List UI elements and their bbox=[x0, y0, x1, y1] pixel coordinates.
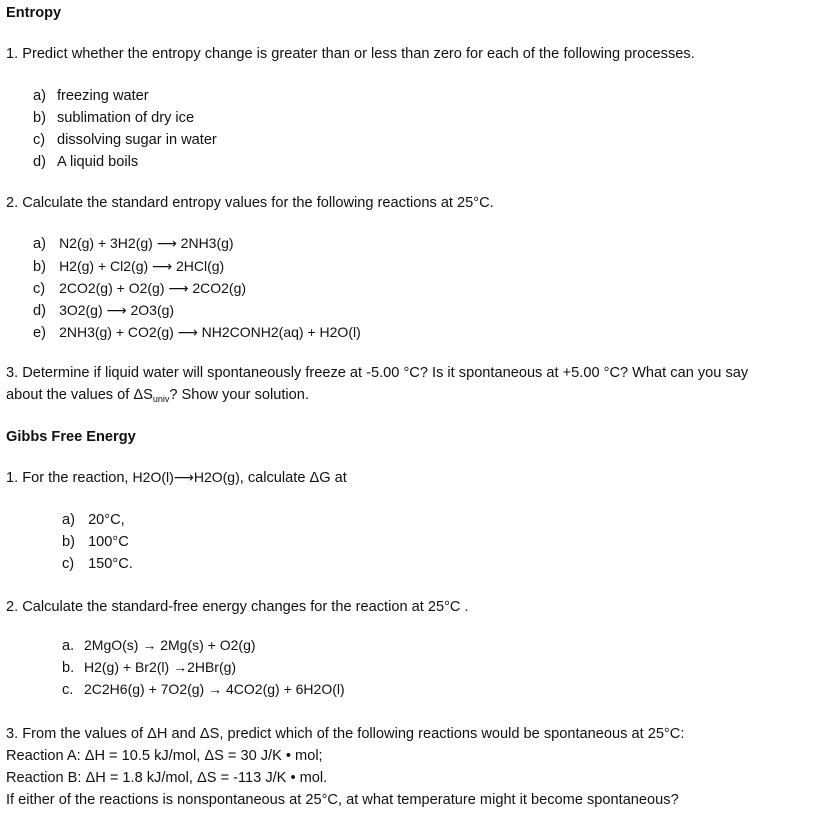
item-label: b) bbox=[62, 534, 75, 550]
item-label: d) bbox=[33, 303, 46, 319]
item-text: 150°C. bbox=[88, 556, 133, 572]
item-label: a) bbox=[62, 512, 75, 528]
list-item bbox=[62, 511, 125, 529]
q3-line2-text: about the values of ΔS bbox=[6, 387, 153, 403]
list-item bbox=[33, 87, 149, 105]
univ-subscript: univ bbox=[152, 394, 170, 404]
item-label: a. bbox=[62, 638, 75, 654]
reaction-item bbox=[33, 324, 361, 342]
reaction-equation: 2C2H6(g) + 7O2(g) → 4CO2(g) + 6H2O(l) bbox=[84, 681, 345, 697]
gibbs-q2-text: 2. Calculate the standard-free energy changes for the reaction at 25°C . bbox=[6, 599, 469, 615]
item-label: a) bbox=[33, 88, 46, 104]
list-item bbox=[33, 131, 217, 149]
item-label: c) bbox=[62, 556, 75, 572]
reaction-equation: 2NH3(g) + CO2(g) ⟶ NH2CONH2(aq) + H2O(l) bbox=[59, 324, 361, 340]
list-item bbox=[62, 533, 129, 551]
gibbs-q3-line2: Reaction A: ΔH = 10.5 kJ/mol, ΔS = 30 J/K • mol; bbox=[6, 748, 323, 764]
reaction-equation: 3O2(g) ⟶ 2O3(g) bbox=[59, 302, 175, 318]
entropy-q1-text: 1. Predict whether the entropy change is greater than or less than zero for each of the following processes. bbox=[6, 46, 695, 62]
reaction-equation: H2(g) + Cl2(g) ⟶ 2HCl(g) bbox=[59, 258, 225, 274]
entropy-heading: Entropy bbox=[6, 5, 62, 21]
item-label: b) bbox=[33, 110, 46, 126]
item-label: c) bbox=[33, 132, 46, 148]
item-label: b. bbox=[62, 660, 75, 676]
q3-line2-tail: ? Show your solution. bbox=[169, 387, 309, 403]
q1-text-end: , calculate ΔG at bbox=[239, 470, 347, 486]
item-label: c. bbox=[62, 682, 74, 698]
reaction-equation: 2MgO(s) → 2Mg(s) + O2(g) bbox=[84, 637, 256, 653]
item-text: dissolving sugar in water bbox=[57, 132, 217, 148]
reaction-item bbox=[62, 637, 256, 655]
gibbs-q1-text bbox=[6, 469, 347, 487]
reaction-equation: 2CO2(g) + O2(g) ⟶ 2CO2(g) bbox=[59, 280, 247, 296]
reaction-equation: H2O(l)⟶H2O(g) bbox=[132, 469, 240, 485]
item-label: c) bbox=[33, 281, 46, 297]
list-item bbox=[62, 555, 133, 573]
item-label: e) bbox=[33, 325, 46, 341]
item-text: freezing water bbox=[57, 88, 149, 104]
item-label: a) bbox=[33, 236, 46, 252]
entropy-q3-line1: 3. Determine if liquid water will spontaneously freeze at -5.00 °C? Is it spontaneous at +5.00 °C? What can you say bbox=[6, 365, 749, 381]
gibbs-q3-line3: Reaction B: ΔH = 1.8 kJ/mol, ΔS = -113 J/K • mol. bbox=[6, 770, 328, 786]
gibbs-q3-line4: If either of the reactions is nonspontaneous at 25°C, at what temperature might it become spontaneous? bbox=[6, 792, 679, 808]
reaction-item bbox=[33, 280, 246, 298]
item-label: b) bbox=[33, 259, 46, 275]
item-text: 20°C, bbox=[88, 512, 125, 528]
item-text: A liquid boils bbox=[57, 154, 139, 170]
reaction-item bbox=[62, 659, 236, 677]
item-text: sublimation of dry ice bbox=[57, 110, 195, 126]
entropy-q3-line2 bbox=[6, 386, 309, 404]
item-text: 100°C bbox=[88, 534, 129, 550]
reaction-item bbox=[33, 302, 174, 320]
reaction-item bbox=[33, 235, 234, 253]
reaction-equation: N2(g) + 3H2(g) ⟶ 2NH3(g) bbox=[59, 235, 234, 251]
reaction-item bbox=[33, 258, 224, 276]
list-item bbox=[33, 153, 138, 171]
gibbs-q3-line1: 3. From the values of ΔH and ΔS, predict which of the following reactions would be spontaneous at 25°C: bbox=[6, 726, 685, 742]
entropy-q2-text: 2. Calculate the standard entropy values for the following reactions at 25°C. bbox=[6, 195, 494, 211]
gibbs-heading: Gibbs Free Energy bbox=[6, 429, 136, 445]
list-item bbox=[33, 109, 194, 127]
item-label: d) bbox=[33, 154, 46, 170]
reaction-item bbox=[62, 681, 345, 699]
q1-text-start: 1. For the reaction, bbox=[6, 470, 133, 486]
reaction-equation: H2(g) + Br2(l) →2HBr(g) bbox=[84, 659, 237, 675]
